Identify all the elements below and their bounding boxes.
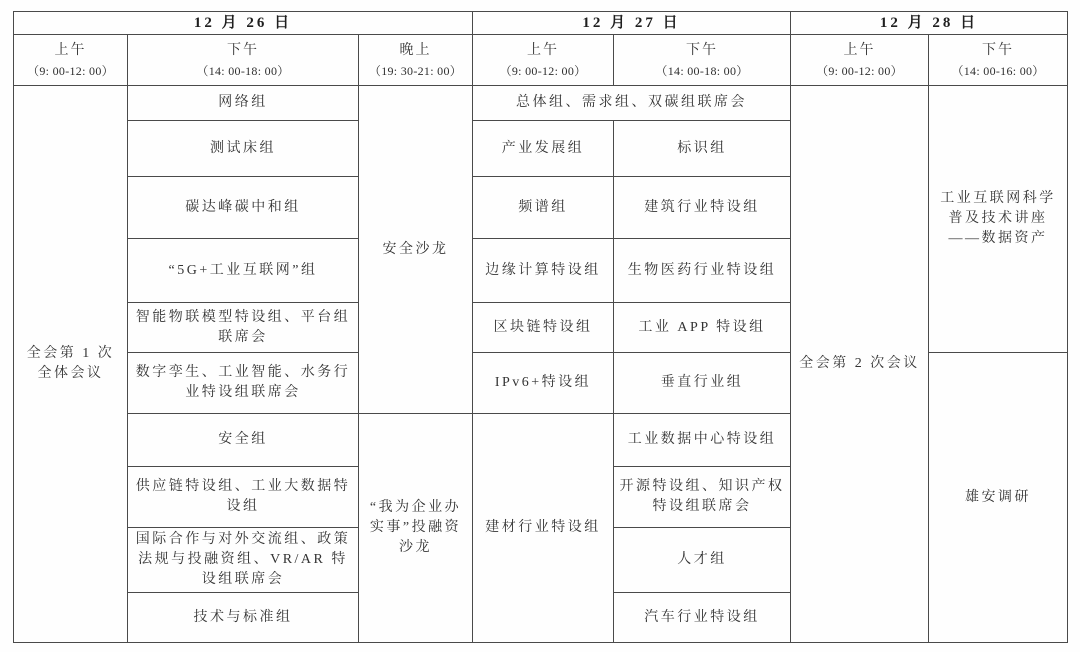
date-header-dec26: 12 月 26 日 [14, 12, 473, 35]
period-label: 晚上 [399, 43, 432, 58]
session-cell: IPv6+特设组 [473, 353, 614, 414]
time-range: （19: 30-21: 00） [368, 64, 463, 78]
session-cell: 供应链特设组、工业大数据特设组 [128, 467, 359, 528]
session-cell: 数字孪生、工业智能、水务行业特设组联席会 [128, 353, 359, 414]
date-header-dec27: 12 月 27 日 [473, 12, 791, 35]
time-header-day1-morning [14, 35, 128, 86]
session-cell: 垂直行业组 [614, 353, 791, 414]
session-cell: 工业 APP 特设组 [614, 303, 791, 353]
time-header-day2-morning [473, 35, 614, 86]
session-cell: 开源特设组、知识产权特设组联席会 [614, 467, 791, 528]
time-range: （9: 00-12: 00） [499, 64, 587, 78]
time-header-day1-evening [359, 35, 473, 86]
session-cell-lecture: 工业互联网科学普及技术讲座——数据资产 [929, 86, 1068, 353]
session-cell-building-materials: 建材行业特设组 [473, 414, 614, 643]
time-range: （14: 00-18: 00） [196, 64, 290, 78]
session-cell: 边缘计算特设组 [473, 239, 614, 303]
time-header-day2-afternoon [614, 35, 791, 86]
session-cell: “5G+工业互联网”组 [128, 239, 359, 303]
session-cell: 智能物联模型特设组、平台组联席会 [128, 303, 359, 353]
session-cell: 人才组 [614, 528, 791, 593]
session-cell: 频谱组 [473, 177, 614, 239]
session-cell-xiongan-research: 雄安调研 [929, 353, 1068, 643]
time-header-day3-morning [791, 35, 929, 86]
time-range: （9: 00-12: 00） [816, 64, 903, 78]
period-label: 下午 [686, 43, 718, 58]
session-cell: 汽车行业特设组 [614, 593, 791, 643]
session-cell: 国际合作与对外交流组、政策法规与投融资组、VR/AR 特设组联席会 [128, 528, 359, 593]
session-cell: 安全组 [128, 414, 359, 467]
date-header-dec28: 12 月 28 日 [791, 12, 1068, 35]
session-cell: 生物医药行业特设组 [614, 239, 791, 303]
session-cell: 技术与标准组 [128, 593, 359, 643]
time-range: （14: 00-16: 00） [951, 64, 1045, 78]
session-cell-security-salon: 安全沙龙 [359, 86, 473, 414]
time-range: （14: 00-18: 00） [655, 64, 749, 78]
time-range: （9: 00-12: 00） [27, 64, 114, 78]
period-label: 上午 [54, 43, 87, 58]
session-cell-plenary-2: 全会第 2 次会议 [791, 86, 929, 643]
period-label: 上午 [843, 43, 876, 58]
session-cell: 建筑行业特设组 [614, 177, 791, 239]
period-label: 下午 [982, 43, 1015, 58]
session-cell-plenary-1: 全会第 1 次全体会议 [14, 86, 128, 643]
session-cell: 区块链特设组 [473, 303, 614, 353]
session-cell-joint-meeting: 总体组、需求组、双碳组联席会 [473, 86, 791, 121]
schedule-table [13, 11, 1068, 643]
session-cell: 碳达峰碳中和组 [128, 177, 359, 239]
session-cell: 测试床组 [128, 121, 359, 177]
session-cell: 产业发展组 [473, 121, 614, 177]
session-cell-financing-salon: “我为企业办实事”投融资沙龙 [359, 414, 473, 643]
session-cell: 标识组 [614, 121, 791, 177]
time-header-day3-afternoon [929, 35, 1068, 86]
session-cell: 工业数据中心特设组 [614, 414, 791, 467]
period-label: 下午 [227, 43, 259, 58]
session-cell: 网络组 [128, 86, 359, 121]
period-label: 上午 [527, 43, 559, 58]
time-header-day1-afternoon [128, 35, 359, 86]
